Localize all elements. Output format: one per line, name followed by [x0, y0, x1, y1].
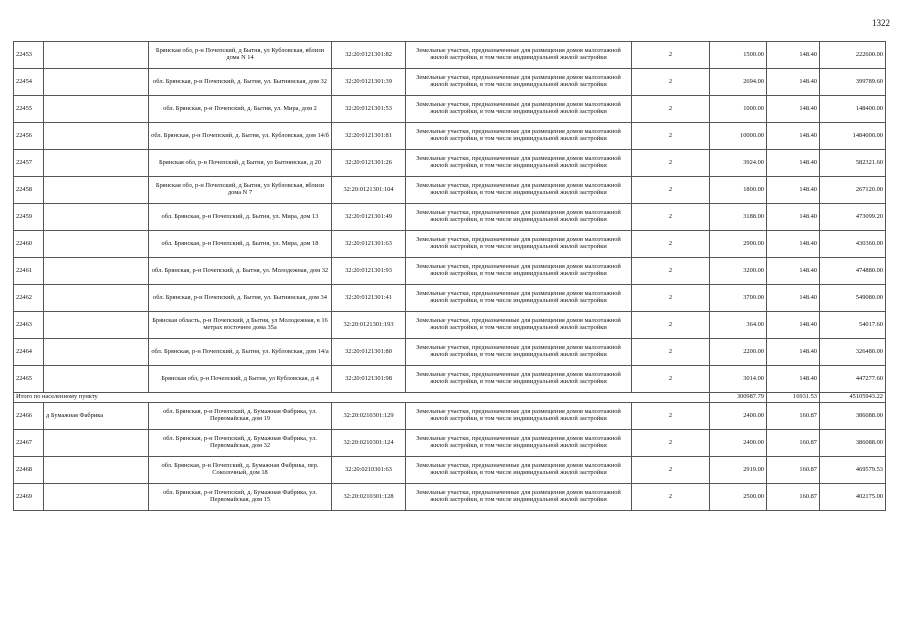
area-cell: 2900.00 — [710, 231, 767, 258]
row-number: 22456 — [14, 123, 44, 150]
category-cell: 2 — [632, 285, 710, 312]
cadastral-value-cell: 447277.60 — [820, 366, 886, 393]
address-cell: обл. Брянская, р-н Почепский, д. Бытня, ул. Мира, дом 2 — [149, 96, 332, 123]
locality-cell — [44, 285, 149, 312]
cadastral-number-cell: 32:20:0121301:49 — [332, 204, 406, 231]
locality-cell — [44, 204, 149, 231]
locality-cell — [44, 42, 149, 69]
area-cell: 2200.00 — [710, 339, 767, 366]
locality-cell — [44, 312, 149, 339]
cadastral-value-cell: 267120.00 — [820, 177, 886, 204]
table-row — [14, 258, 886, 285]
row-number: 22467 — [14, 430, 44, 457]
address-cell: Брянская область, р-н Почепский, д Бытня, ул Молодежная, в 16 метрах восточнее дома 35а — [149, 312, 332, 339]
category-cell: 2 — [632, 366, 710, 393]
row-number: 22463 — [14, 312, 44, 339]
cadastral-number-cell: 32:20:0210301:124 — [332, 430, 406, 457]
cadastral-value-cell: 469579.53 — [820, 457, 886, 484]
category-cell: 2 — [632, 42, 710, 69]
address-cell: обл. Брянская, р-н Почепский, д. Бытня, ул. Кубловская, дом 14/б — [149, 123, 332, 150]
cadastral-number-cell: 32:20:0121301:39 — [332, 69, 406, 96]
row-number: 22464 — [14, 339, 44, 366]
row-number: 22460 — [14, 231, 44, 258]
table-row — [14, 96, 886, 123]
category-cell: 2 — [632, 403, 710, 430]
row-number: 22461 — [14, 258, 44, 285]
locality-cell — [44, 457, 149, 484]
area-cell: 2400.00 — [710, 403, 767, 430]
locality-cell — [44, 484, 149, 511]
area-cell: 2400.00 — [710, 430, 767, 457]
land-use-cell: Земельные участки, предназначенные для размещения домов малоэтажной жилой застройки, в том числе индивидуальной жилой застройки — [406, 177, 632, 204]
address-cell: Брянская обл, р-н Почепский, д Бытня, ул Кубловская, д 4 — [149, 366, 332, 393]
table-row — [14, 484, 886, 511]
total-value: 45105943.22 — [820, 393, 886, 403]
rate-cell: 148.40 — [767, 177, 820, 204]
table-row — [14, 285, 886, 312]
rate-cell: 148.40 — [767, 285, 820, 312]
row-number: 22465 — [14, 366, 44, 393]
category-cell: 2 — [632, 150, 710, 177]
table-row — [14, 457, 886, 484]
cadastral-number-cell: 32:20:0210301:128 — [332, 484, 406, 511]
address-cell: обл. Брянская, р-н Почепский, д. Бытня, ул. Мира, дом 13 — [149, 204, 332, 231]
rate-cell: 160.87 — [767, 430, 820, 457]
locality-cell — [44, 96, 149, 123]
total-row — [14, 393, 886, 403]
cadastral-number-cell: 32:20:0121301:41 — [332, 285, 406, 312]
land-use-cell: Земельные участки, предназначенные для размещения домов малоэтажной жилой застройки, в том числе индивидуальной жилой застройки — [406, 285, 632, 312]
area-cell: 3014.00 — [710, 366, 767, 393]
area-cell: 10000.00 — [710, 123, 767, 150]
category-cell: 2 — [632, 96, 710, 123]
rate-cell: 148.40 — [767, 42, 820, 69]
row-number: 22468 — [14, 457, 44, 484]
land-use-cell: Земельные участки, предназначенные для размещения домов малоэтажной жилой застройки, в том числе индивидуальной жилой застройки — [406, 258, 632, 285]
land-use-cell: Земельные участки, предназначенные для размещения домов малоэтажной жилой застройки, в том числе индивидуальной жилой застройки — [406, 484, 632, 511]
address-cell: обл. Брянская, р-н Почепский, д. Бытня, ул. Молодежная, дом 32 — [149, 258, 332, 285]
category-cell: 2 — [632, 457, 710, 484]
cadastral-value-cell: 148400.00 — [820, 96, 886, 123]
area-cell: 1000.00 — [710, 96, 767, 123]
cadastral-value-cell: 402175.00 — [820, 484, 886, 511]
address-cell: обл. Брянская, р-н Почепский, д. Бумажная Фабрика, пер. Соколочный, дом 18 — [149, 457, 332, 484]
row-number: 22454 — [14, 69, 44, 96]
locality-cell — [44, 150, 149, 177]
table-row — [14, 69, 886, 96]
address-cell: Брянская обл, р-н Почепский, д Бытня, ул Кубловская, вблизи дома N 7 — [149, 177, 332, 204]
table-row — [14, 312, 886, 339]
total-area: 300987.79 — [710, 393, 767, 403]
cadastral-number-cell: 32:20:0121301:80 — [332, 339, 406, 366]
category-cell: 2 — [632, 231, 710, 258]
locality-cell — [44, 366, 149, 393]
category-cell: 2 — [632, 258, 710, 285]
rate-cell: 160.87 — [767, 457, 820, 484]
land-use-cell: Земельные участки, предназначенные для размещения домов малоэтажной жилой застройки, в том числе индивидуальной жилой застройки — [406, 339, 632, 366]
rate-cell: 148.40 — [767, 69, 820, 96]
table-row — [14, 123, 886, 150]
cadastral-value-cell: 1484000.00 — [820, 123, 886, 150]
category-cell: 2 — [632, 177, 710, 204]
address-cell: обл. Брянская, р-н Почепский, д. Бытня, ул. Бытнянская, дом 32 — [149, 69, 332, 96]
area-cell: 3188.00 — [710, 204, 767, 231]
locality-cell — [44, 430, 149, 457]
cadastral-number-cell: 32:20:0121301:104 — [332, 177, 406, 204]
row-number: 22469 — [14, 484, 44, 511]
land-use-cell: Земельные участки, предназначенные для размещения домов малоэтажной жилой застройки, в том числе индивидуальной жилой застройки — [406, 150, 632, 177]
cadastral-value-cell: 582321.60 — [820, 150, 886, 177]
area-cell: 364.00 — [710, 312, 767, 339]
address-cell: Брянская обл, р-н Почепский, д Бытня, ул Кубловская, вблизи дома N 14 — [149, 42, 332, 69]
category-cell: 2 — [632, 430, 710, 457]
land-use-cell: Земельные участки, предназначенные для размещения домов малоэтажной жилой застройки, в том числе индивидуальной жилой застройки — [406, 366, 632, 393]
cadastral-number-cell: 32:20:0121301:63 — [332, 231, 406, 258]
rate-cell: 148.40 — [767, 312, 820, 339]
cadastral-value-cell: 386088.00 — [820, 430, 886, 457]
locality-cell: д Бумажная Фабрика — [44, 403, 149, 430]
land-use-cell: Земельные участки, предназначенные для размещения домов малоэтажной жилой застройки, в том числе индивидуальной жилой застройки — [406, 403, 632, 430]
land-use-cell: Земельные участки, предназначенные для размещения домов малоэтажной жилой застройки, в том числе индивидуальной жилой застройки — [406, 430, 632, 457]
area-cell: 1800.00 — [710, 177, 767, 204]
locality-cell — [44, 258, 149, 285]
table-row — [14, 177, 886, 204]
area-cell: 2694.00 — [710, 69, 767, 96]
rate-cell: 160.87 — [767, 484, 820, 511]
category-cell: 2 — [632, 123, 710, 150]
table-row — [14, 339, 886, 366]
land-use-cell: Земельные участки, предназначенные для размещения домов малоэтажной жилой застройки, в том числе индивидуальной жилой застройки — [406, 42, 632, 69]
rate-cell: 148.40 — [767, 231, 820, 258]
cadastral-number-cell: 32:20:0121301:193 — [332, 312, 406, 339]
cadastral-value-cell: 326480.00 — [820, 339, 886, 366]
address-cell: обл. Брянская, р-н Почепский, д. Бумажная Фабрика, ул. Первомайская, дом 15 — [149, 484, 332, 511]
total-rate: 16931.53 — [767, 393, 820, 403]
cadastral-number-cell: 32:20:0121301:26 — [332, 150, 406, 177]
address-cell: Брянская обл, р-н Почепский, д Бытня, ул Бытнянская, д 20 — [149, 150, 332, 177]
category-cell: 2 — [632, 484, 710, 511]
rate-cell: 148.40 — [767, 150, 820, 177]
cadastral-value-cell: 549080.00 — [820, 285, 886, 312]
rate-cell: 148.40 — [767, 96, 820, 123]
rate-cell: 148.40 — [767, 258, 820, 285]
area-cell: 2500.00 — [710, 484, 767, 511]
cadastral-number-cell: 32:20:0121301:98 — [332, 366, 406, 393]
cadastral-number-cell: 32:20:0121301:81 — [332, 123, 406, 150]
cadastral-value-cell: 222600.00 — [820, 42, 886, 69]
rate-cell: 148.40 — [767, 204, 820, 231]
row-number: 22458 — [14, 177, 44, 204]
area-cell: 3700.00 — [710, 285, 767, 312]
cadastral-value-cell: 386088.00 — [820, 403, 886, 430]
row-number: 22462 — [14, 285, 44, 312]
cadastral-value-table — [13, 41, 886, 511]
land-use-cell: Земельные участки, предназначенные для размещения домов малоэтажной жилой застройки, в том числе индивидуальной жилой застройки — [406, 123, 632, 150]
land-use-cell: Земельные участки, предназначенные для размещения домов малоэтажной жилой застройки, в том числе индивидуальной жилой застройки — [406, 96, 632, 123]
cadastral-value-cell: 474880.00 — [820, 258, 886, 285]
table-body — [14, 42, 886, 511]
table-row — [14, 204, 886, 231]
address-cell: обл. Брянская, р-н Почепский, д. Бумажная Фабрика, ул. Первомайская, дом 32 — [149, 430, 332, 457]
cadastral-number-cell: 32:20:0121301:53 — [332, 96, 406, 123]
table-row — [14, 231, 886, 258]
cadastral-number-cell: 32:20:0210301:129 — [332, 403, 406, 430]
table-row — [14, 150, 886, 177]
cadastral-value-cell: 473099.20 — [820, 204, 886, 231]
rate-cell: 148.40 — [767, 339, 820, 366]
category-cell: 2 — [632, 69, 710, 96]
land-use-cell: Земельные участки, предназначенные для размещения домов малоэтажной жилой застройки, в том числе индивидуальной жилой застройки — [406, 204, 632, 231]
land-use-cell: Земельные участки, предназначенные для размещения домов малоэтажной жилой застройки, в том числе индивидуальной жилой застройки — [406, 457, 632, 484]
rate-cell: 148.40 — [767, 366, 820, 393]
address-cell: обл. Брянская, р-н Почепский, д. Бытня, ул. Кубловская, дом 14/а — [149, 339, 332, 366]
total-label: Итого по населенному пункту — [14, 393, 710, 403]
row-number: 22453 — [14, 42, 44, 69]
row-number: 22457 — [14, 150, 44, 177]
row-number: 22466 — [14, 403, 44, 430]
cadastral-value-cell: 54017.60 — [820, 312, 886, 339]
area-cell: 3924.00 — [710, 150, 767, 177]
category-cell: 2 — [632, 204, 710, 231]
land-use-cell: Земельные участки, предназначенные для размещения домов малоэтажной жилой застройки, в том числе индивидуальной жилой застройки — [406, 312, 632, 339]
address-cell: обл. Брянская, р-н Почепский, д. Бытня, ул. Мира, дом 18 — [149, 231, 332, 258]
cadastral-value-cell: 430360.00 — [820, 231, 886, 258]
address-cell: обл. Брянская, р-н Почепский, д. Бытня, ул. Бытнянская, дом 34 — [149, 285, 332, 312]
land-use-cell: Земельные участки, предназначенные для размещения домов малоэтажной жилой застройки, в том числе индивидуальной жилой застройки — [406, 69, 632, 96]
address-cell: обл. Брянская, р-н Почепский, д. Бумажная Фабрика, ул. Первомайская, дом 19 — [149, 403, 332, 430]
category-cell: 2 — [632, 312, 710, 339]
locality-cell — [44, 231, 149, 258]
locality-cell — [44, 123, 149, 150]
area-cell: 1500.00 — [710, 42, 767, 69]
table-row — [14, 403, 886, 430]
rate-cell: 148.40 — [767, 123, 820, 150]
cadastral-value-cell: 399789.60 — [820, 69, 886, 96]
land-use-cell: Земельные участки, предназначенные для размещения домов малоэтажной жилой застройки, в том числе индивидуальной жилой застройки — [406, 231, 632, 258]
area-cell: 3200.00 — [710, 258, 767, 285]
area-cell: 2919.00 — [710, 457, 767, 484]
locality-cell — [44, 339, 149, 366]
row-number: 22455 — [14, 96, 44, 123]
table-row — [14, 430, 886, 457]
locality-cell — [44, 177, 149, 204]
table-row — [14, 366, 886, 393]
row-number: 22459 — [14, 204, 44, 231]
locality-cell — [44, 69, 149, 96]
table-row — [14, 42, 886, 69]
cadastral-number-cell: 32:20:0210301:63 — [332, 457, 406, 484]
page-number: 1322 — [872, 18, 890, 28]
category-cell: 2 — [632, 339, 710, 366]
cadastral-number-cell: 32:20:0121301:93 — [332, 258, 406, 285]
cadastral-number-cell: 32:20:0121301:82 — [332, 42, 406, 69]
rate-cell: 160.87 — [767, 403, 820, 430]
